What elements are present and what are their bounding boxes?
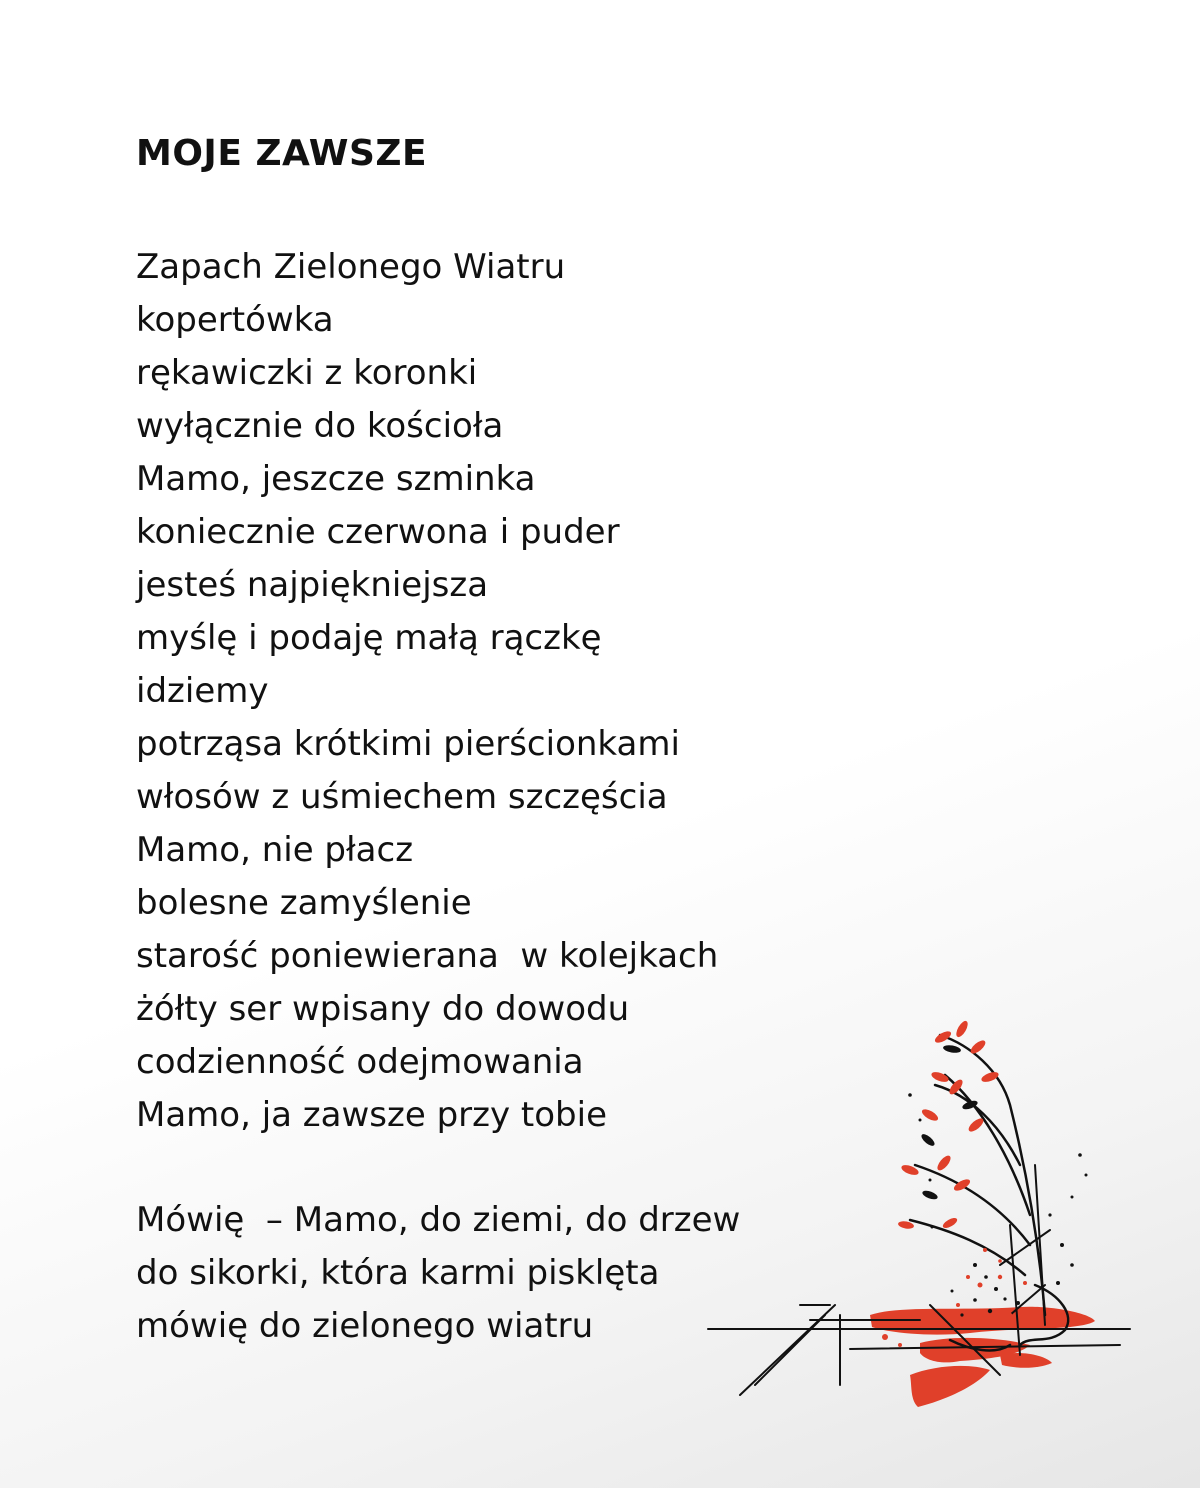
poem-line: rękawiczki z koronki [136, 353, 478, 393]
stanza-2 [136, 1194, 740, 1353]
poem-line: codzienność odejmowania [136, 1042, 584, 1082]
ink-lines [708, 1165, 1130, 1395]
poem-line: idziemy [136, 671, 269, 711]
poem-line: do sikorki, która karmi pisklęta [136, 1253, 660, 1293]
poem-line: Mamo, ja zawsze przy tobie [136, 1095, 607, 1135]
poem-line: starość poniewierana w kolejkach [136, 936, 719, 976]
poem-line: żółty ser wpisany do dowodu [136, 989, 630, 1029]
ink-tree-icon [700, 1015, 1140, 1425]
poem-line: jesteś najpiękniejsza [136, 565, 489, 605]
poem-line: Mamo, jeszcze szminka [136, 459, 536, 499]
poem-line: Zapach Zielonego Wiatru [136, 247, 566, 287]
tree-branches [910, 1035, 1068, 1350]
poem-line: wyłącznie do kościoła [136, 406, 504, 446]
poem-line: Mówię – Mamo, do ziemi, do drzew [136, 1200, 741, 1240]
poem-line: włosów z uśmiechem szczęścia [136, 777, 668, 817]
poem-line: potrząsa krótkimi pierścionkami [136, 724, 680, 764]
poem-line: kopertówka [136, 300, 334, 340]
poem-title: MOJE ZAWSZE [136, 133, 428, 174]
ink-dots [908, 1093, 1087, 1317]
poem-line: bolesne zamyślenie [136, 883, 472, 923]
poem-line: Mamo, nie płacz [136, 830, 414, 870]
poem-line: mówię do zielonego wiatru [136, 1306, 594, 1346]
poem-line: koniecznie czerwona i puder [136, 512, 620, 552]
tree-leaves [898, 1019, 1000, 1230]
stanza-1 [136, 241, 718, 1142]
poem-line: myślę i podaję małą rączkę [136, 618, 602, 658]
